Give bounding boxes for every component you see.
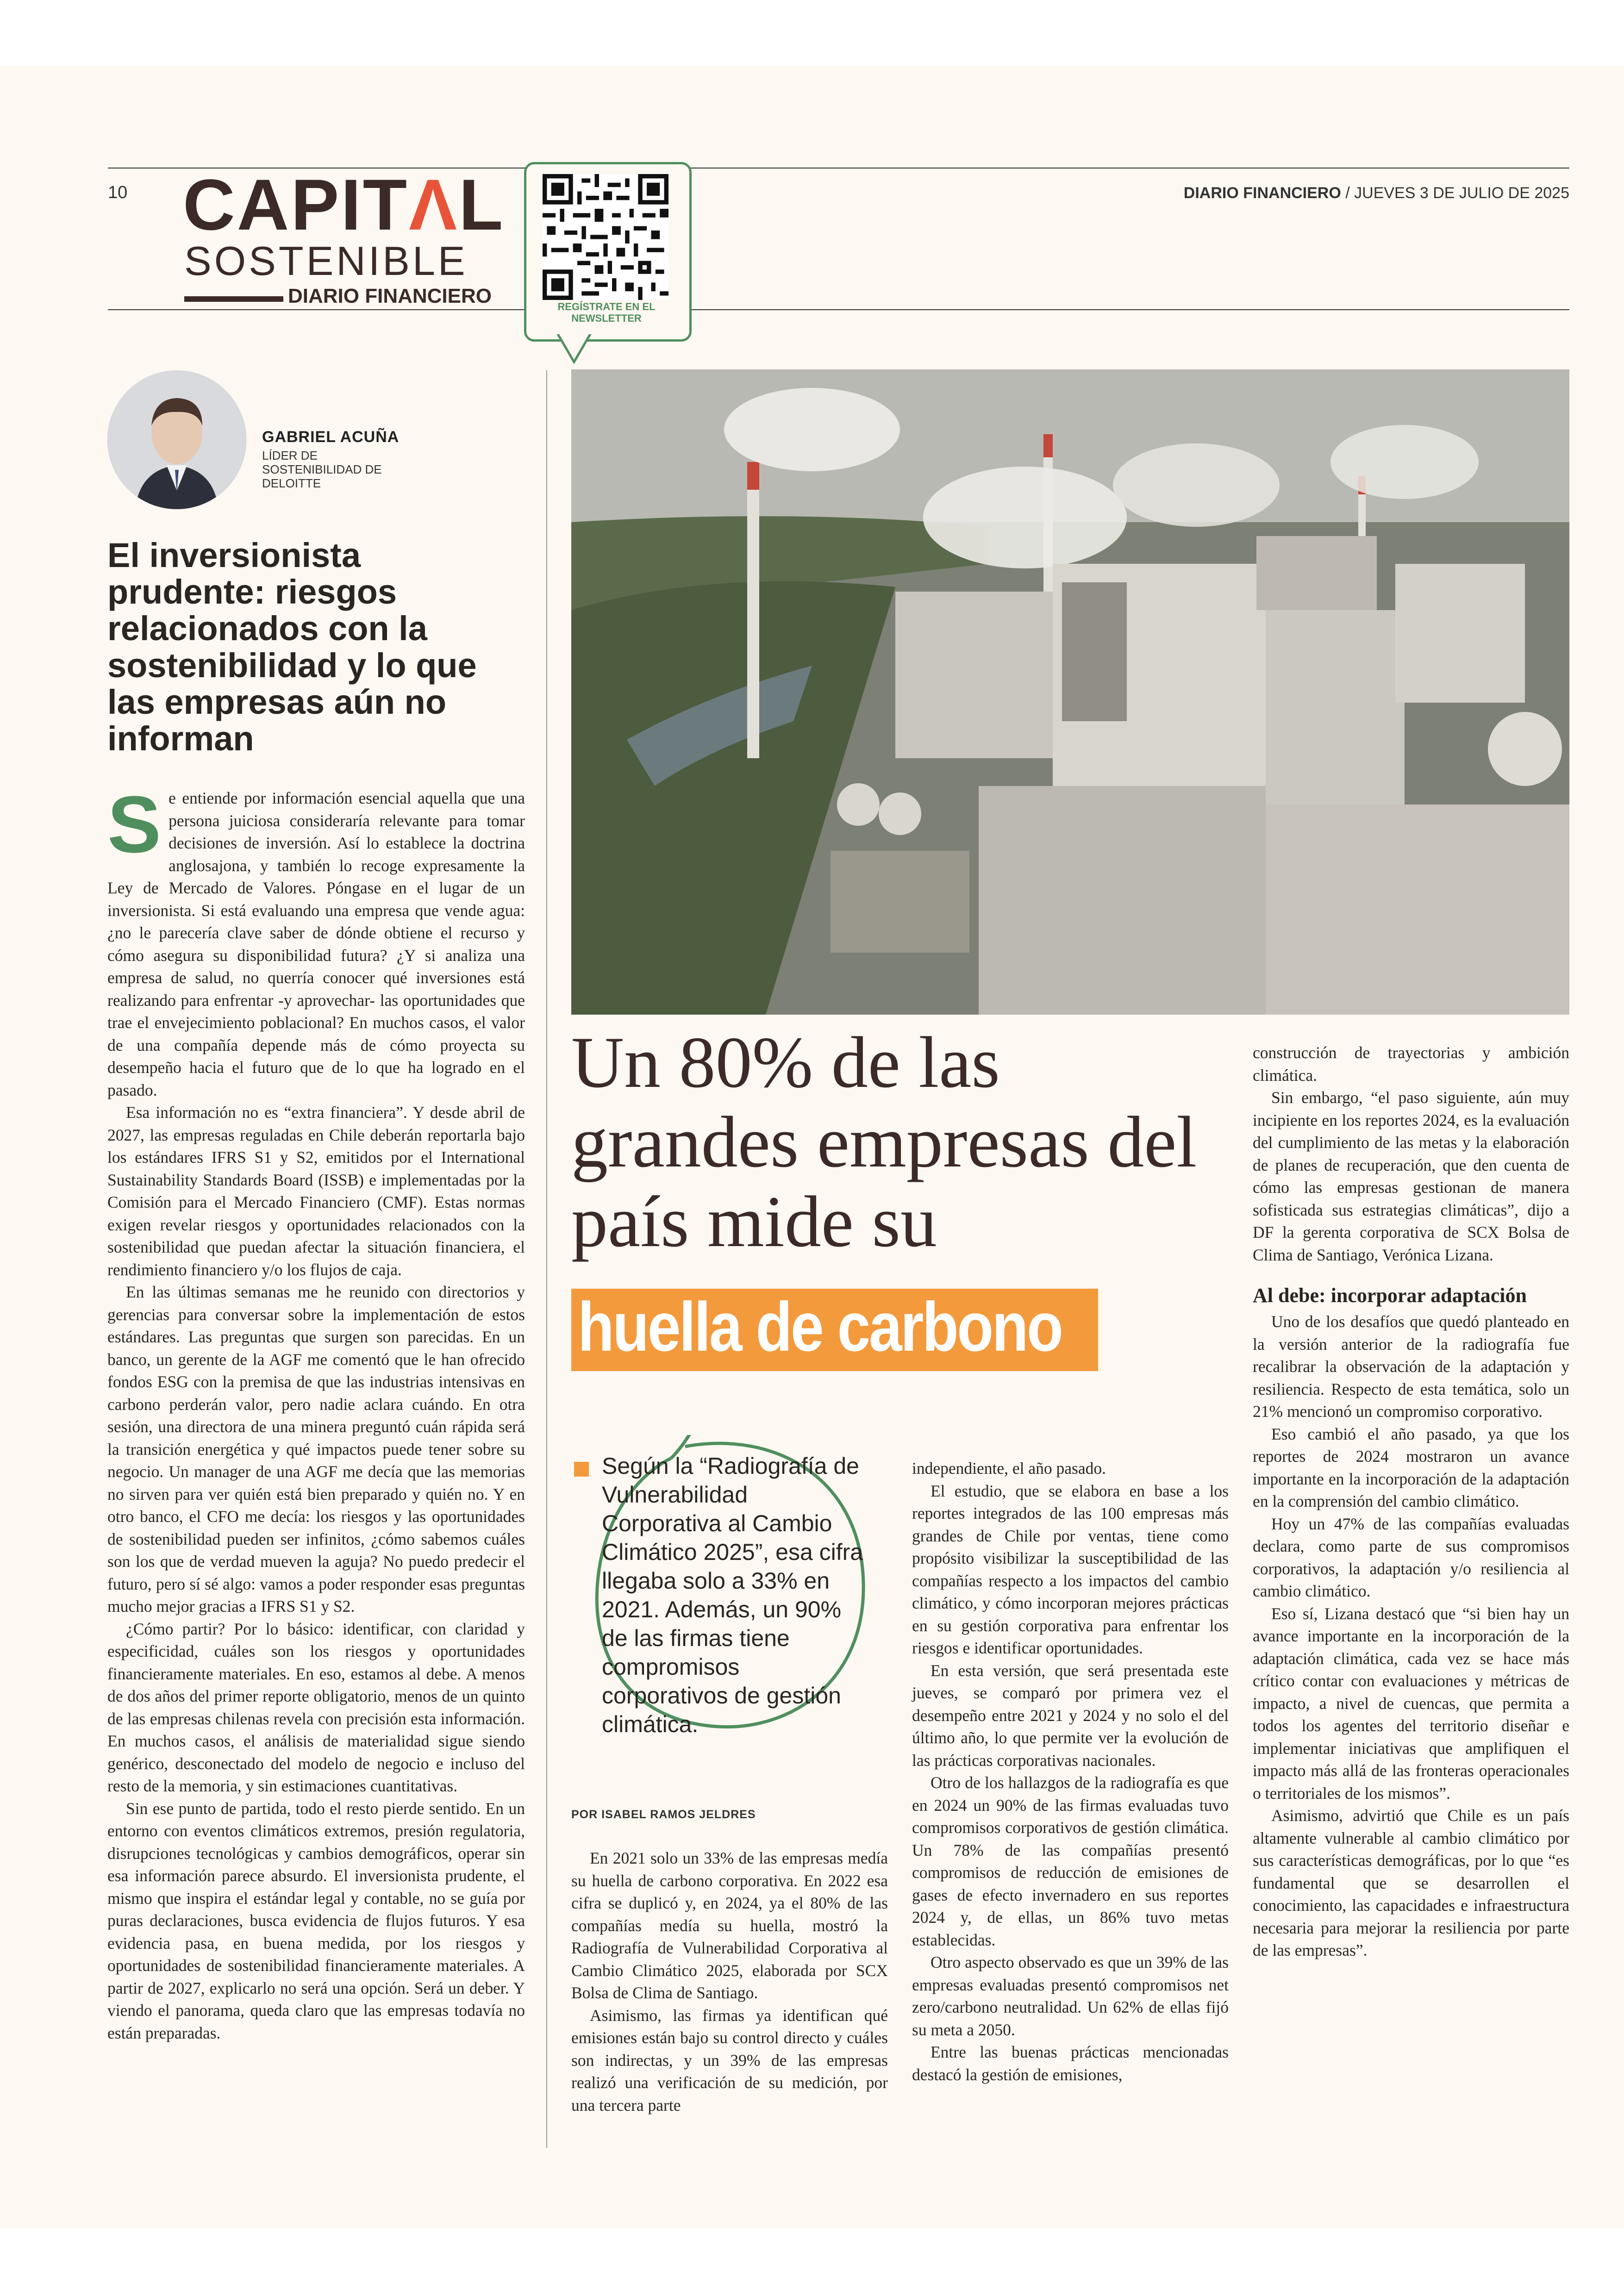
article-paragraph: Asimismo, las firmas ya identifican qué emisiones están bajo su control directo y cuáles son indirectas, y un 39% de las empresas realizó una verificación de su medición, por una tercera parte	[571, 2006, 888, 2114]
speech-tail-icon	[556, 331, 597, 364]
logo-diario-financiero: DIARIO FINANCIERO	[288, 285, 492, 307]
dropcap: S	[107, 779, 162, 869]
logo-sostenible: SOSTENIBLE	[184, 238, 468, 284]
qr-code-icon[interactable]	[543, 174, 668, 300]
opinion-paragraph: En las últimas semanas me he reunido con directorios y gerencias para conversar sobre la implementación de estos estándares. Las preguntas que surgen son parecidas. En un banco, un gerente de la AGF me comentó que le han ofrecido fondos ESG con la premisa de que las industrias intensivas en carbono perderán valor, pero nadie aclara cuándo. En otra sesión, una directora de una minera preguntó cuán rápida será la transición energética y qué impactos puede tener sobre su negocio. Un manager de una AGF me decía que las memorias no sirven para ver quién está bien preparado y quién no. Y en otro banco, el CFO me decía: los riesgos y las oportunidades de sostenibilidad pueden ser infinitos, ¿cómo sabemos cuáles son los que de verdad mueven la aguja? No puedo predecir el futuro, pero sí sé algo: vamos a poder responder esas preguntas mucho mejor gracias a IFRS S1 y S2.	[107, 1283, 525, 1615]
article-paragraph: Otro de los hallazgos de la radiografía es que en 2024 un 90% de las firmas evaluadas tuvo compromisos corporativos de gestión climática. Un 78% de las compañías presentó compromisos de reducción de emisiones de gases de efecto invernadero en sus reportes 2024 y, de ellas, un 86% tuvo metas establecidas.	[912, 1773, 1229, 1949]
article-paragraph: construcción de trayectorias y ambición climática.	[1253, 1043, 1569, 1085]
article-headline: Un 80% de las grandes empresas del país mide su	[571, 1022, 1197, 1262]
article-paragraph: Uno de los desafíos que quedó planteado en la versión anterior de la radiografía fue recalibrar la observación de la adaptación y resiliencia. Respecto de esta temática, solo un 21% mencionó un compromiso corporativo.	[1253, 1312, 1569, 1421]
column-separator	[546, 370, 547, 2148]
article-paragraph: Hoy un 47% de las compañías evaluadas declara, como parte de sus compromisos corporativos, la adaptación y/o resiliencia al cambio climático.	[1253, 1514, 1569, 1600]
industrial-plant-photo	[571, 369, 1569, 1015]
logo-capital	[183, 165, 505, 245]
article-paragraph: Eso cambió el año pasado, ya que los reportes de 2024 mostraron un avance importante en la incorporación de la adaptación en la comprensión del cambio climático.	[1253, 1424, 1569, 1510]
opinion-paragraph: Sin ese punto de partida, todo el resto pierde sentido. En un entorno con eventos climáticos extremos, presión regulatoria, disrupciones tecnológicas y cambios demográficos, operar sin esa información parece absurdo. El inversionista prudente, el mismo que inspira el estándar legal y contable, no se guía por puras declaraciones, busca evidencia de flujos futuros. Y esa evidencia pasa, en buena medida, por los riesgos y oportunidades de sostenibilidad financieramente materiales. A partir de 2027, explicarlo no será una opción. Será un deber. Y viendo el panorama, queda claro que las empresas todavía no están preparadas.	[107, 1799, 525, 2042]
plant-illustration-icon	[571, 369, 1569, 1015]
opinion-paragraph	[107, 779, 525, 1101]
article-paragraph: Eso sí, Lizana destacó que “si bien hay un avance importante en la incorporación de la adaptación climática, cada vez se hace más crítico contar con evaluaciones y métricas de impacto, a nivel de cuencas, que permita a todos los agentes del territorio diseñar e implementar iniciativas que amplifiquen el impacto más allá de las fronteras operacionales o territoriales de los mismos”.	[1253, 1604, 1569, 1802]
article-paragraph: En esta versión, que será presentada este jueves, se comparó por primera vez el desempeño entre 2021 y 2024 y no solo el del último año, lo que permite ver la evolución de las prácticas corporativas nacionales.	[912, 1661, 1229, 1770]
author-name: GABRIEL ACUÑA	[262, 428, 400, 446]
article-paragraph: Sin embargo, “el paso siguiente, aún muy incipiente en los reportes 2024, es la evaluación del cumplimiento de las metas y la elaboración de planes de recuperación, que den cuenta de cómo las empresas gestionan de manera sofisticada sus estrategias climáticas”, dijo a DF la gerenta corporativa de SCX Bolsa de Clima de Santiago, Verónica Lizana.	[1253, 1088, 1569, 1264]
byline: POR ISABEL RAMOS JELDRES	[571, 1808, 756, 1821]
opinion-paragraph-text: e entiende por información esencial aquella que una persona juiciosa consideraría relevante para tomar decisiones de inversión. Así lo establece la doctrina anglosajona, y también lo recoge expresamente la Ley de Mercado de Valores. Póngase en el lugar de un inversionista. Si está evaluando una empresa que vende agua: ¿no le parecería clave saber de dónde obtiene el recurso y cómo asegura su disponibilidad futura? ¿Y si analiza una empresa de salud, no querría conocer qué inversiones está realizando para enfrentar -y aprovechar- las oportunidades que trae el envejecimiento poblacional? En muchos casos, el valor de una compañía depende más de cómo proyecta su desempeño hacia el futuro que de lo que ha logrado en el pasado.	[107, 789, 525, 1099]
article-paragraph: independiente, el año pasado.	[912, 1459, 1106, 1478]
logo-bar	[184, 296, 283, 302]
opinion-body	[107, 779, 525, 2044]
article-column-4	[1253, 1041, 1569, 1962]
publication-date-line	[1065, 184, 1569, 202]
author-role: LÍDER DE SOSTENIBILIDAD DE DELOITTE	[262, 449, 382, 490]
publication-name: DIARIO FINANCIERO	[1183, 184, 1341, 202]
article-column-3	[912, 1457, 1229, 2086]
author-photo	[107, 370, 246, 509]
opinion-paragraph: Esa información no es “extra financiera”. Y desde abril de 2027, las empresas reguladas en Chile deberán reportarla bajo los estándares IFRS S1 y S2, emitidos por el International Sustainability Standards Board (ISSB) e implementadas por la Comisión para el Mercado Financiero (CMF). Estas normas exigen revelar riesgos y oportunidades relacionados con la sostenibilidad que puedan afectar la situación financiera, el rendimiento financiero y/o los flujos de caja.	[107, 1103, 525, 1279]
pull-quote: Según la “Radiografía de Vulnerabilidad Corporativa al Cambio Climático 2025”, esa cifra llegaba solo a 33% en 2021. Además, un 90% de las firmas tiene compromisos corporativos de gestión climática.	[602, 1453, 863, 1737]
logo-capital-a: Λ	[409, 165, 459, 245]
headline-highlight: huella de carbono	[578, 1288, 1062, 1366]
article-paragraph: El estudio, que se elabora en base a los reportes integrados de las 100 empresas más grandes de Chile por ventas, tiene como propósito visibilizar la susceptibilidad de las compañías respecto a los impactos del cambio climático, y cómo incorporan mejores prácticas en su gestión corporativa para enfrentar los riesgos e identificar oportunidades.	[912, 1481, 1229, 1657]
article-paragraph: Asimismo, advirtió que Chile es un país altamente vulnerable al cambio climático por sus características demográficas, por lo que “es fundamental que se desarrollen el conocimiento, las capacidades e infraestructura necesaria para mejorar la resiliencia por parte de las empresas”.	[1253, 1806, 1569, 1959]
newsletter-cta[interactable]: REGÍSTRATE EN EL NEWSLETTER	[557, 301, 656, 324]
article-paragraph: Otro aspecto observado es que un 39% de las empresas evaluadas presentó compromisos net zero/carbono neutralidad. Un 62% de ellas fijó su meta a 2050.	[912, 1953, 1229, 2039]
article-subhead: Al debe: incorporar adaptación	[1253, 1284, 1527, 1307]
article-column-2	[571, 1847, 888, 2116]
opinion-title: El inversionista prudente: riesgos relacionados con la sostenibilidad y lo que las empresas aún no informan	[107, 536, 477, 758]
article-paragraph: En 2021 solo un 33% de las empresas medía su huella de carbono corporativa. En 2022 esa cifra se duplicó y, en 2024, ya el 80% de las compañías medía su huella, mostró la Radiografía de Vulnerabilidad Corporativa al Cambio Climático 2025, elaborada por SCX Bolsa de Clima de Santiago.	[571, 1849, 888, 2002]
page-number: 10	[108, 183, 128, 202]
logo-capital-part: CAPIT	[183, 165, 409, 245]
opinion-paragraph: ¿Cómo partir? Por lo básico: identificar, con claridad y especificidad, cuáles son los riesgos y oportunidades financieramente materiales. En eso, estamos al debe. A menos de dos años del primer reporte obligatorio, menos de un quinto de las empresas chilenas revela con precisión esta información. En muchos casos, el análisis de materialidad sigue siendo genérico, desconectado del modelo de negocio e incluso del resto de la memoria, y sin estimaciones cuantitativas.	[107, 1619, 525, 1795]
logo-capital-part: L	[459, 165, 505, 245]
issue-date: / JUEVES 3 DE JULIO DE 2025	[1341, 184, 1569, 202]
pull-quote-bullet-icon	[574, 1462, 589, 1477]
author-portrait-icon	[107, 370, 246, 509]
article-paragraph: Entre las buenas prácticas mencionadas destacó la gestión de emisiones,	[912, 2043, 1229, 2084]
header-bottom-rule	[108, 309, 1569, 310]
